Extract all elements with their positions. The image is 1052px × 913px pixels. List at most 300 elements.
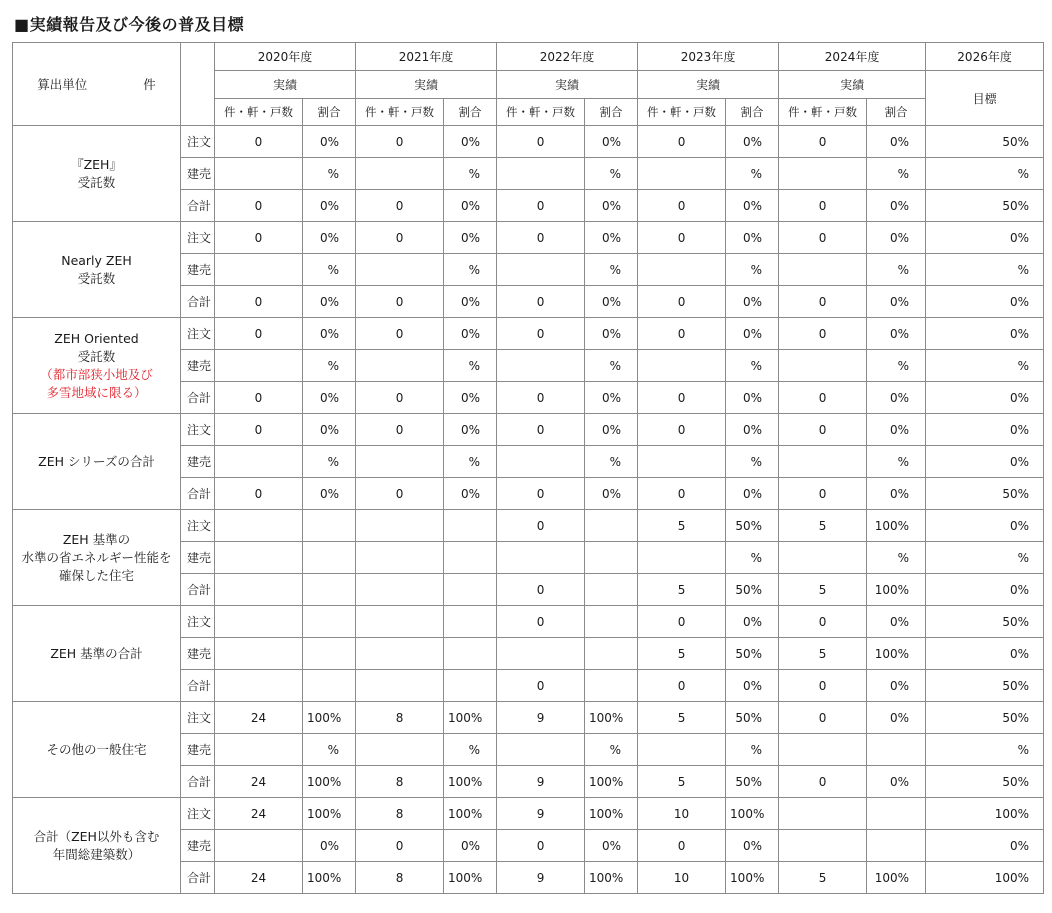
ratio-cell: %: [585, 254, 638, 286]
table-row: [13, 126, 1044, 158]
count-cell: [779, 158, 867, 190]
ratio-cell: 100%: [303, 798, 356, 830]
year-header: 2022年度: [497, 43, 638, 71]
target-cell: %: [926, 350, 1044, 382]
count-cell: 0: [779, 286, 867, 318]
row-type: 建売: [181, 446, 215, 478]
type-header-blank: [181, 43, 215, 126]
count-cell: 8: [356, 702, 444, 734]
ratio-cell: 0%: [585, 190, 638, 222]
count-cell: 0: [638, 670, 726, 702]
ratio-cell: 0%: [726, 286, 779, 318]
target-year-header: 2026年度: [926, 43, 1044, 71]
count-header: 件・軒・戸数: [638, 99, 726, 126]
category-note: （都市部狭小地及び: [40, 366, 153, 382]
ratio-cell: 0%: [444, 478, 497, 510]
ratio-header: 割合: [726, 99, 779, 126]
count-cell: 0: [356, 830, 444, 862]
count-cell: 0: [497, 126, 585, 158]
count-cell: [779, 734, 867, 766]
ratio-cell: 100%: [585, 766, 638, 798]
count-cell: [356, 574, 444, 606]
count-cell: [215, 254, 303, 286]
row-type: 注文: [181, 510, 215, 542]
count-cell: 0: [215, 318, 303, 350]
ratio-cell: [867, 830, 926, 862]
ratio-cell: [303, 574, 356, 606]
target-cell: 0%: [926, 382, 1044, 414]
ratio-cell: 100%: [444, 766, 497, 798]
count-cell: 0: [356, 318, 444, 350]
count-cell: 0: [779, 606, 867, 638]
ratio-cell: 0%: [585, 414, 638, 446]
count-cell: 0: [638, 606, 726, 638]
target-cell: 0%: [926, 222, 1044, 254]
row-type: 合計: [181, 862, 215, 894]
ratio-cell: %: [444, 158, 497, 190]
table-row: [13, 510, 1044, 542]
count-cell: 5: [779, 638, 867, 670]
count-cell: 0: [779, 382, 867, 414]
ratio-cell: 0%: [867, 382, 926, 414]
ratio-cell: %: [726, 350, 779, 382]
ratio-cell: %: [303, 350, 356, 382]
count-cell: [779, 446, 867, 478]
ratio-cell: %: [303, 158, 356, 190]
table-row: [13, 702, 1044, 734]
row-type: 建売: [181, 254, 215, 286]
ratio-cell: 0%: [585, 126, 638, 158]
target-cell: %: [926, 158, 1044, 190]
ratio-cell: [444, 606, 497, 638]
ratio-cell: 0%: [585, 382, 638, 414]
count-cell: [356, 446, 444, 478]
count-cell: 0: [215, 190, 303, 222]
count-cell: [638, 254, 726, 286]
count-cell: 5: [638, 702, 726, 734]
target-cell: 50%: [926, 126, 1044, 158]
count-cell: 0: [356, 190, 444, 222]
ratio-cell: 0%: [303, 830, 356, 862]
ratio-cell: 0%: [726, 190, 779, 222]
row-type: 合計: [181, 766, 215, 798]
ratio-cell: [585, 670, 638, 702]
count-cell: 0: [356, 286, 444, 318]
ratio-cell: [867, 798, 926, 830]
count-cell: 5: [779, 510, 867, 542]
count-header: 件・軒・戸数: [779, 99, 867, 126]
actual-header: 実績: [638, 71, 779, 99]
row-type: 建売: [181, 158, 215, 190]
count-cell: 0: [497, 478, 585, 510]
count-cell: 0: [497, 222, 585, 254]
count-cell: [215, 670, 303, 702]
count-cell: 0: [638, 222, 726, 254]
row-type: 注文: [181, 222, 215, 254]
count-cell: [497, 158, 585, 190]
category-label: [13, 414, 181, 510]
ratio-cell: 0%: [303, 190, 356, 222]
table-row: [13, 318, 1044, 350]
ratio-cell: 0%: [303, 318, 356, 350]
row-type: 注文: [181, 318, 215, 350]
count-cell: 5: [638, 766, 726, 798]
count-cell: [356, 350, 444, 382]
row-type: 注文: [181, 702, 215, 734]
ratio-cell: 100%: [867, 638, 926, 670]
ratio-cell: [585, 606, 638, 638]
ratio-cell: 100%: [867, 510, 926, 542]
actual-header: 実績: [497, 71, 638, 99]
ratio-cell: [303, 606, 356, 638]
ratio-cell: 0%: [726, 318, 779, 350]
ratio-cell: [303, 670, 356, 702]
ratio-cell: 100%: [444, 702, 497, 734]
count-cell: [356, 542, 444, 574]
ratio-cell: 50%: [726, 510, 779, 542]
actual-header: 実績: [356, 71, 497, 99]
target-header: 目標: [926, 71, 1044, 126]
row-type: 建売: [181, 350, 215, 382]
target-cell: 0%: [926, 318, 1044, 350]
row-type: 合計: [181, 382, 215, 414]
count-cell: 0: [215, 126, 303, 158]
count-cell: 0: [779, 478, 867, 510]
unit-label: 算出単位: [37, 77, 88, 92]
count-cell: 0: [497, 574, 585, 606]
count-header: 件・軒・戸数: [356, 99, 444, 126]
count-cell: 0: [497, 382, 585, 414]
row-type: 注文: [181, 798, 215, 830]
ratio-cell: 0%: [867, 318, 926, 350]
count-cell: 24: [215, 766, 303, 798]
category-label: [13, 702, 181, 798]
ratio-cell: %: [303, 254, 356, 286]
count-cell: [356, 510, 444, 542]
actual-header: 実績: [779, 71, 926, 99]
ratio-cell: %: [585, 350, 638, 382]
count-cell: 10: [638, 862, 726, 894]
count-cell: 0: [497, 286, 585, 318]
ratio-cell: 0%: [444, 286, 497, 318]
ratio-cell: 100%: [585, 798, 638, 830]
count-cell: [638, 158, 726, 190]
ratio-cell: %: [303, 734, 356, 766]
count-cell: 0: [779, 318, 867, 350]
row-type: 建売: [181, 830, 215, 862]
ratio-cell: [585, 574, 638, 606]
count-cell: 0: [215, 286, 303, 318]
target-cell: 0%: [926, 638, 1044, 670]
ratio-cell: %: [726, 254, 779, 286]
ratio-cell: 100%: [303, 766, 356, 798]
year-header: 2021年度: [356, 43, 497, 71]
ratio-cell: 0%: [444, 414, 497, 446]
year-header: 2020年度: [215, 43, 356, 71]
report-title: ■実績報告及び今後の普及目標: [14, 15, 245, 34]
actual-header: 実績: [215, 71, 356, 99]
ratio-cell: %: [726, 542, 779, 574]
category-line: ZEH 基準の合計: [50, 645, 143, 661]
count-cell: 5: [638, 510, 726, 542]
count-cell: [215, 510, 303, 542]
ratio-cell: 100%: [303, 702, 356, 734]
ratio-cell: 0%: [867, 126, 926, 158]
target-cell: %: [926, 254, 1044, 286]
count-cell: 0: [779, 414, 867, 446]
ratio-cell: 100%: [867, 574, 926, 606]
ratio-cell: [444, 542, 497, 574]
ratio-cell: 0%: [726, 222, 779, 254]
ratio-cell: %: [867, 254, 926, 286]
count-cell: 0: [779, 190, 867, 222]
count-cell: [497, 734, 585, 766]
count-cell: 5: [779, 862, 867, 894]
ratio-cell: [303, 638, 356, 670]
count-cell: 0: [779, 222, 867, 254]
ratio-cell: 0%: [444, 190, 497, 222]
category-label: [13, 510, 181, 606]
category-line: Nearly ZEH: [61, 252, 132, 268]
table-row: [13, 606, 1044, 638]
ratio-cell: 0%: [867, 286, 926, 318]
count-cell: 9: [497, 798, 585, 830]
category-label: [13, 126, 181, 222]
target-cell: %: [926, 542, 1044, 574]
ratio-cell: %: [444, 734, 497, 766]
ratio-cell: 0%: [303, 414, 356, 446]
count-cell: 0: [215, 478, 303, 510]
target-cell: 50%: [926, 766, 1044, 798]
row-type: 注文: [181, 606, 215, 638]
ratio-cell: %: [303, 446, 356, 478]
target-cell: 100%: [926, 798, 1044, 830]
ratio-cell: %: [867, 158, 926, 190]
count-cell: 0: [638, 126, 726, 158]
count-cell: 9: [497, 862, 585, 894]
ratio-cell: 0%: [585, 478, 638, 510]
target-cell: 100%: [926, 862, 1044, 894]
category-label: [13, 222, 181, 318]
count-cell: 0: [779, 702, 867, 734]
category-line: 受託数: [77, 348, 116, 364]
ratio-cell: 0%: [867, 702, 926, 734]
count-cell: [215, 734, 303, 766]
row-type: 建売: [181, 734, 215, 766]
count-cell: [356, 734, 444, 766]
count-cell: 0: [779, 126, 867, 158]
ratio-cell: 0%: [867, 766, 926, 798]
ratio-cell: 0%: [867, 190, 926, 222]
count-cell: [215, 542, 303, 574]
category-line: ZEH 基準の: [62, 531, 131, 547]
ratio-cell: %: [867, 542, 926, 574]
category-label: [13, 318, 181, 414]
row-type: 注文: [181, 126, 215, 158]
ratio-cell: [585, 542, 638, 574]
count-cell: 0: [497, 606, 585, 638]
count-cell: [638, 446, 726, 478]
ratio-cell: 50%: [726, 766, 779, 798]
ratio-cell: %: [867, 350, 926, 382]
row-type: 合計: [181, 670, 215, 702]
count-cell: [356, 606, 444, 638]
ratio-cell: %: [444, 254, 497, 286]
ratio-cell: 0%: [303, 126, 356, 158]
ratio-cell: %: [585, 158, 638, 190]
target-cell: 0%: [926, 830, 1044, 862]
count-cell: [356, 670, 444, 702]
count-cell: 5: [779, 574, 867, 606]
ratio-header: 割合: [444, 99, 497, 126]
ratio-cell: 50%: [726, 638, 779, 670]
category-line: 合計（ZEH以外も含む: [33, 828, 160, 844]
ratio-cell: 0%: [585, 222, 638, 254]
category-line: 確保した住宅: [58, 567, 134, 583]
count-cell: [638, 542, 726, 574]
count-header: 件・軒・戸数: [215, 99, 303, 126]
target-cell: 50%: [926, 478, 1044, 510]
target-cell: 50%: [926, 190, 1044, 222]
count-cell: 0: [356, 222, 444, 254]
table-row: [13, 222, 1044, 254]
count-cell: [779, 254, 867, 286]
unit-header: [13, 43, 181, 126]
target-cell: %: [926, 734, 1044, 766]
ratio-cell: 0%: [303, 382, 356, 414]
ratio-cell: [303, 542, 356, 574]
row-type: 合計: [181, 286, 215, 318]
target-cell: 50%: [926, 606, 1044, 638]
ratio-cell: [585, 638, 638, 670]
count-cell: 24: [215, 702, 303, 734]
count-cell: [215, 606, 303, 638]
count-cell: 0: [638, 830, 726, 862]
count-cell: 0: [215, 414, 303, 446]
count-cell: 0: [779, 766, 867, 798]
ratio-cell: 0%: [867, 478, 926, 510]
count-cell: [497, 638, 585, 670]
ratio-cell: 0%: [726, 126, 779, 158]
target-cell: 0%: [926, 510, 1044, 542]
ratio-cell: 100%: [867, 862, 926, 894]
count-cell: [215, 350, 303, 382]
ratio-cell: %: [726, 446, 779, 478]
row-type: 合計: [181, 190, 215, 222]
count-cell: [356, 254, 444, 286]
count-cell: [638, 734, 726, 766]
count-cell: 0: [497, 510, 585, 542]
count-cell: [779, 830, 867, 862]
ratio-cell: 0%: [585, 830, 638, 862]
count-cell: [779, 350, 867, 382]
ratio-cell: [444, 670, 497, 702]
ratio-cell: 0%: [444, 382, 497, 414]
ratio-cell: 0%: [726, 414, 779, 446]
count-cell: 0: [356, 414, 444, 446]
ratio-cell: 0%: [867, 670, 926, 702]
count-cell: [215, 158, 303, 190]
ratio-cell: 100%: [585, 862, 638, 894]
category-line: その他の一般住宅: [46, 741, 147, 757]
count-cell: [638, 350, 726, 382]
row-type: 合計: [181, 478, 215, 510]
table-body: [13, 126, 1044, 894]
target-cell: 0%: [926, 414, 1044, 446]
ratio-cell: %: [726, 158, 779, 190]
row-type: 注文: [181, 414, 215, 446]
count-cell: [497, 254, 585, 286]
ratio-cell: 0%: [726, 670, 779, 702]
ratio-cell: 0%: [444, 126, 497, 158]
target-cell: 50%: [926, 670, 1044, 702]
count-cell: [779, 798, 867, 830]
category-line: 水準の省エネルギー性能を: [21, 549, 172, 565]
count-cell: 0: [356, 478, 444, 510]
ratio-cell: 0%: [585, 286, 638, 318]
count-cell: 0: [638, 190, 726, 222]
count-cell: 0: [356, 126, 444, 158]
target-cell: 0%: [926, 286, 1044, 318]
target-cell: 0%: [926, 574, 1044, 606]
count-cell: 0: [638, 286, 726, 318]
ratio-cell: 0%: [444, 222, 497, 254]
count-cell: 8: [356, 798, 444, 830]
row-type: 建売: [181, 638, 215, 670]
count-cell: [215, 638, 303, 670]
ratio-cell: 0%: [303, 478, 356, 510]
count-cell: 24: [215, 798, 303, 830]
ratio-header: 割合: [303, 99, 356, 126]
count-header: 件・軒・戸数: [497, 99, 585, 126]
category-label: [13, 606, 181, 702]
count-cell: [779, 542, 867, 574]
category-line: 受託数: [77, 270, 116, 286]
ratio-cell: 100%: [444, 862, 497, 894]
ratio-cell: 100%: [726, 862, 779, 894]
category-line: ZEH シリーズの合計: [38, 453, 155, 469]
ratio-cell: [444, 574, 497, 606]
ratio-cell: 0%: [303, 286, 356, 318]
count-cell: 0: [638, 382, 726, 414]
category-label: [13, 798, 181, 894]
table-header: [13, 43, 1044, 126]
ratio-header: 割合: [585, 99, 638, 126]
count-cell: 8: [356, 862, 444, 894]
ratio-cell: 0%: [726, 830, 779, 862]
ratio-cell: 0%: [444, 318, 497, 350]
count-cell: 9: [497, 702, 585, 734]
count-cell: 0: [215, 382, 303, 414]
count-cell: 0: [497, 830, 585, 862]
target-cell: 50%: [926, 702, 1044, 734]
count-cell: 0: [497, 414, 585, 446]
ratio-cell: 0%: [867, 606, 926, 638]
count-cell: 0: [638, 478, 726, 510]
category-line: 年間総建築数）: [52, 846, 141, 862]
ratio-cell: %: [444, 446, 497, 478]
count-cell: 0: [779, 670, 867, 702]
count-cell: 10: [638, 798, 726, 830]
ratio-cell: %: [867, 446, 926, 478]
ratio-cell: 0%: [867, 222, 926, 254]
count-cell: [215, 446, 303, 478]
year-header: 2023年度: [638, 43, 779, 71]
count-cell: 0: [215, 222, 303, 254]
count-cell: [356, 638, 444, 670]
count-cell: [497, 542, 585, 574]
count-cell: 0: [497, 190, 585, 222]
